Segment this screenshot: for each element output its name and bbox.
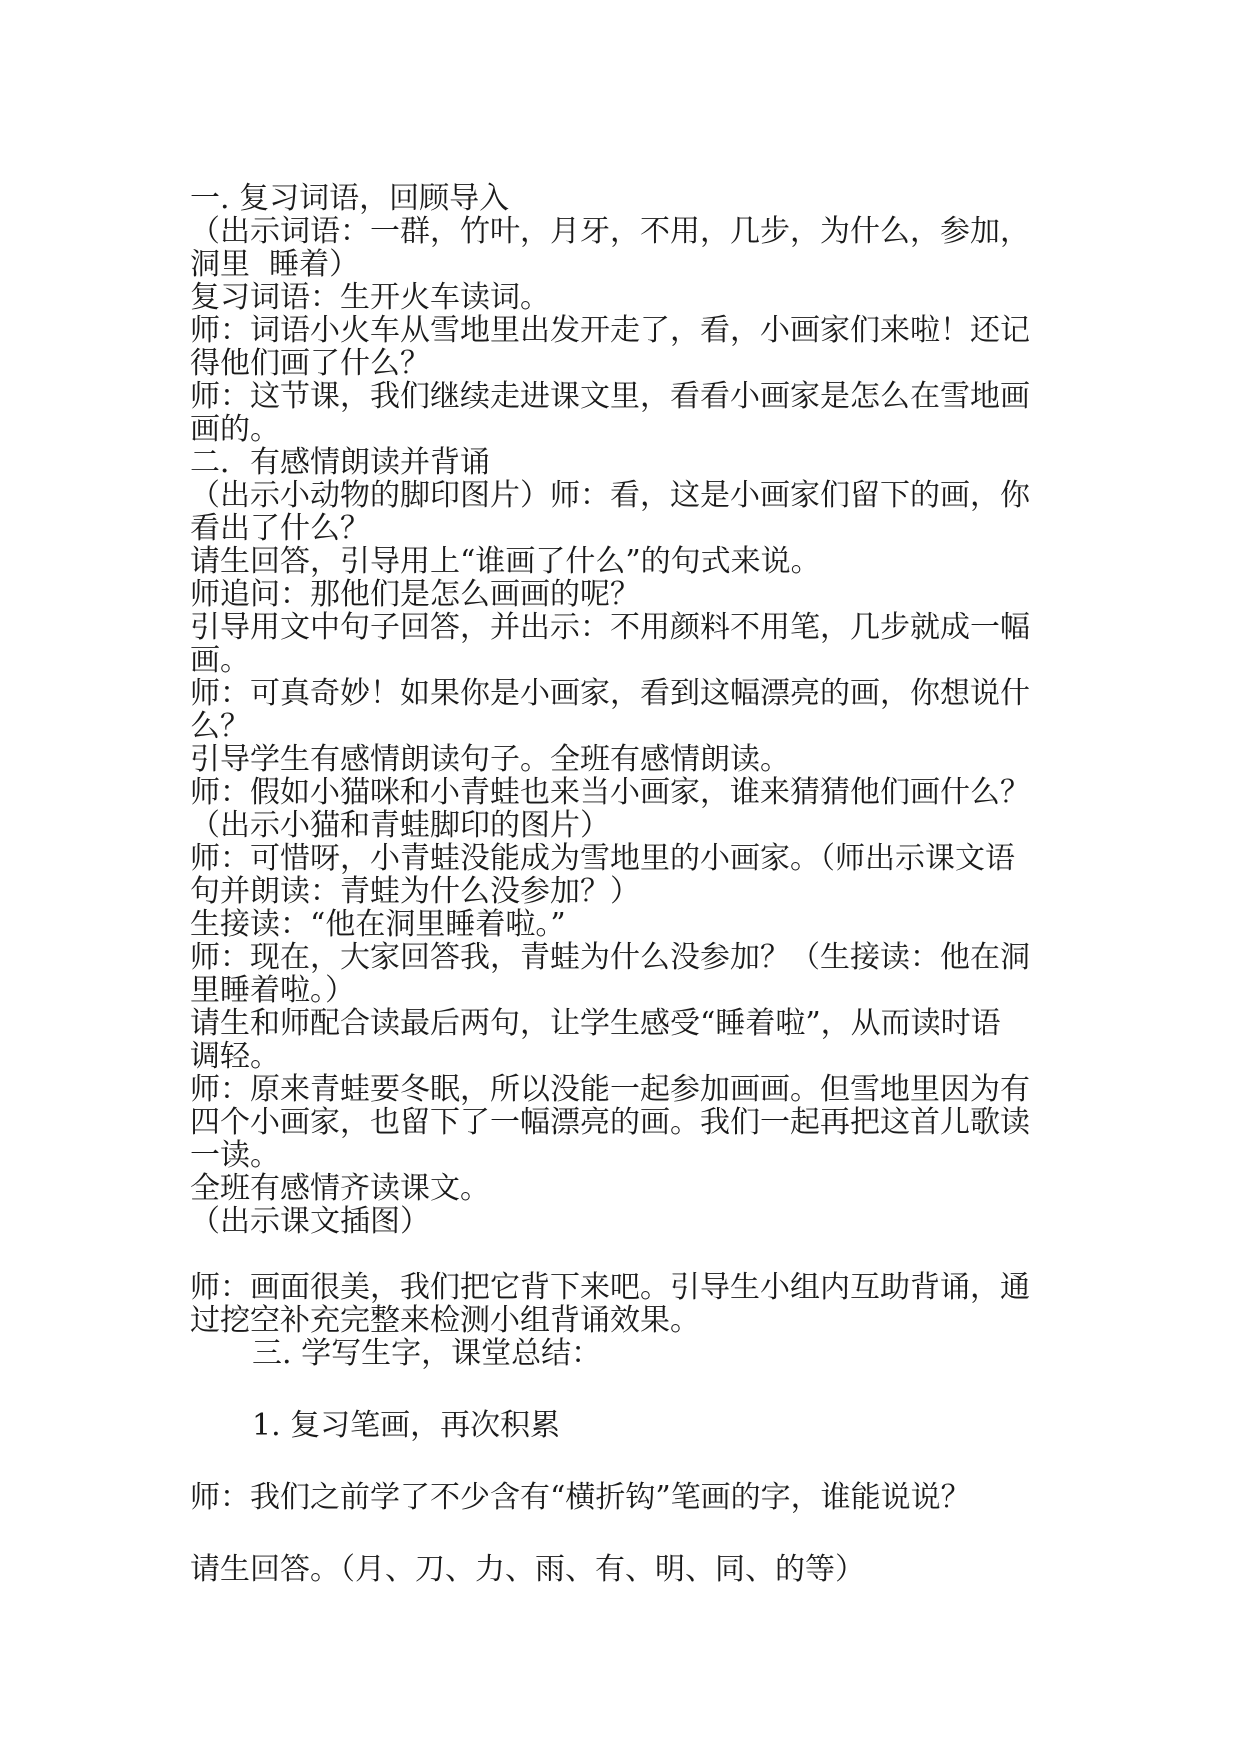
text-line: 全班有感情齐读课文。 <box>190 1171 490 1206</box>
text-line: 句并朗读：青蛙为什么没参加？） <box>190 874 640 909</box>
lesson-document <box>190 182 1060 1586</box>
text-line: 调轻。 <box>190 1039 280 1074</box>
text-line: 师：假如小猫咪和小青蛙也来当小画家，谁来猜猜他们画什么？ <box>190 775 1030 810</box>
text-line: 师：画面很美，我们把它背下来吧。引导生小组内互助背诵，通 <box>190 1270 1030 1305</box>
text-line: 画的。 <box>190 412 280 447</box>
text-line: 师：可真奇妙！如果你是小画家，看到这幅漂亮的画，你想说什 <box>190 676 1030 711</box>
text-line: 师：这节课，我们继续走进课文里，看看小画家是怎么在雪地画 <box>190 379 1030 414</box>
text-line: （出示小猫和青蛙脚印的图片） <box>190 808 610 843</box>
text-line: 师：原来青蛙要冬眠，所以没能一起参加画画。但雪地里因为有 <box>190 1072 1030 1107</box>
text-line: 师：现在，大家回答我，青蛙为什么没参加？（生接读：他在洞 <box>190 940 1030 975</box>
text-line: （出示小动物的脚印图片）师：看，这是小画家们留下的画，你 <box>190 478 1030 513</box>
teacher-question: 师：我们之前学了不少含有“横折钩”笔画的字，谁能说说？ <box>190 1480 971 1515</box>
text-line: 洞里 睡着） <box>190 247 360 282</box>
text-line: 请生回答，引导用上“谁画了什么”的句式来说。 <box>190 544 821 579</box>
heading-review-words: 一. 复习词语，回顾导入 <box>190 181 510 216</box>
text-line: （出示课文插图） <box>190 1204 430 1239</box>
text-line: 请生和师配合读最后两句，让学生感受“睡着啦”，从而读时语 <box>190 1006 1001 1041</box>
text-line: （出示词语：一群，竹叶，月牙，不用，几步，为什么，参加， <box>190 214 1030 249</box>
text-line: 得他们画了什么？ <box>190 346 430 381</box>
subheading-review-strokes: 1. 复习笔画，再次积累 <box>252 1408 561 1443</box>
text-line: 过挖空补充完整来检测小组背诵效果。 <box>190 1303 700 1338</box>
text-line: 么？ <box>190 709 250 744</box>
text-line: 生接读：“他在洞里睡着啦。” <box>190 907 566 942</box>
text-line: 看出了什么？ <box>190 511 370 546</box>
text-line: 师追问：那他们是怎么画画的呢？ <box>190 577 640 612</box>
text-line: 画。 <box>190 643 250 678</box>
student-answer: 请生回答。（月、刀、力、雨、有、明、同、的等） <box>190 1552 865 1587</box>
text-line: 里睡着啦。） <box>190 973 355 1008</box>
text-line: 复习词语：生开火车读词。 <box>190 280 550 315</box>
text-line: 引导用文中句子回答，并出示：不用颜料不用笔，几步就成一幅 <box>190 610 1030 645</box>
text-line: 四个小画家，也留下了一幅漂亮的画。我们一起再把这首儿歌读 <box>190 1105 1030 1140</box>
text-line: 师：可惜呀，小青蛙没能成为雪地里的小画家。（师出示课文语 <box>190 841 1015 876</box>
text-line: 师：词语小火车从雪地里出发开走了，看，小画家们来啦！还记 <box>190 313 1030 348</box>
text-line: 引导学生有感情朗读句子。全班有感情朗读。 <box>190 742 790 777</box>
heading-write-characters: 三. 学写生字，课堂总结： <box>252 1336 602 1371</box>
heading-read-aloud: 二．有感情朗读并背诵 <box>190 445 490 480</box>
text-line: 一读。 <box>190 1138 280 1173</box>
